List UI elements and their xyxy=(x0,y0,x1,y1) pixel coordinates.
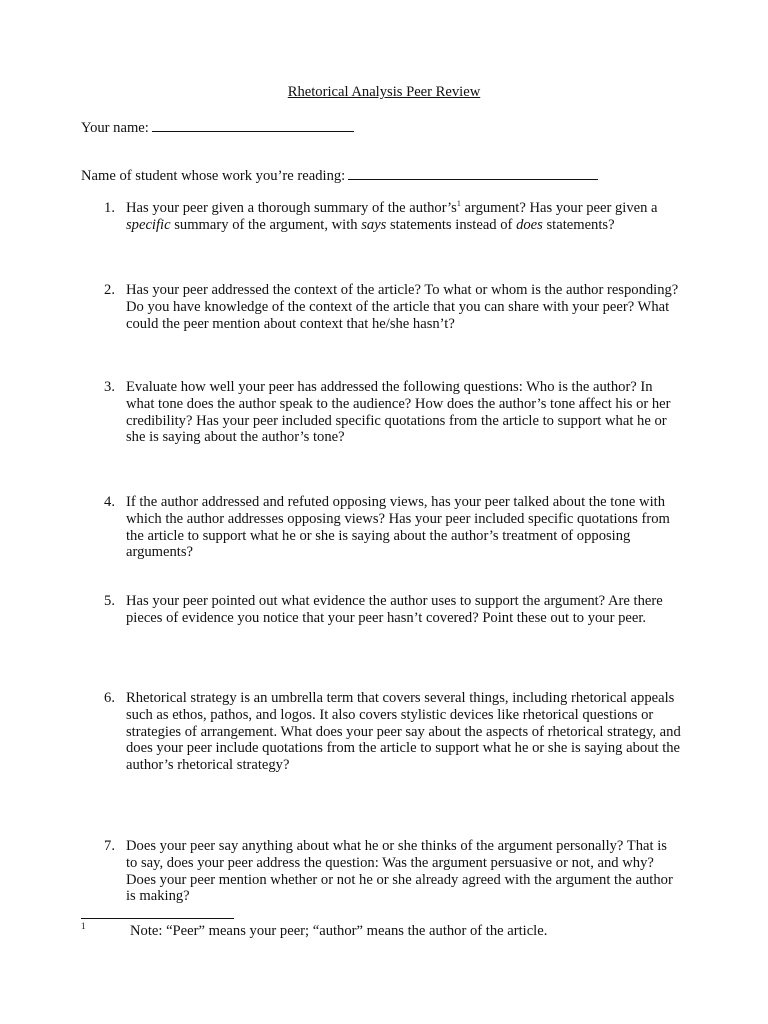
student-name-blank[interactable] xyxy=(348,165,598,180)
student-name-field xyxy=(81,165,598,185)
footnote-ref[interactable]: 1 xyxy=(456,199,461,209)
footnote-number: 1 xyxy=(81,921,86,931)
question-text: Has your peer given a thorough summary of the author’s$^1$ argument? Has your peer given a specific summary of the argument, with says statements instead of does statements? xyxy=(126,199,658,233)
your-name-field xyxy=(81,117,354,137)
question-number: 6. xyxy=(104,690,115,706)
question-text: Has your peer pointed out what evidence the author uses to support the argument? Are there pieces of evidence you notice that your peer hasn’t covered? Point these out to your peer. xyxy=(126,593,663,626)
question-text: Does your peer say anything about what he or she thinks of the argument personally? That is to say, does your peer address the question: Was the argument persuasive or not, and why? Does your peer mention whether or not he or she already agreed with the argument the author is making? xyxy=(126,838,673,905)
question-number: 3. xyxy=(104,379,115,395)
question-number: 2. xyxy=(104,282,115,298)
footnote-divider xyxy=(81,918,234,919)
your-name-blank[interactable] xyxy=(152,117,354,132)
question-text: Evaluate how well your peer has addressed the following questions: Who is the author? In what tone does the author speak to the audience? How does the author’s tone affect his or her credibility? Has your peer included specific quotations from the article to support what he or she is saying about the author’s tone? xyxy=(126,379,671,446)
question-number: 1. xyxy=(104,200,115,216)
footnote-text: Note: “Peer” means your peer; “author” means the author of the article. xyxy=(130,923,548,939)
your-name-label: Your name: xyxy=(81,120,149,136)
question-text: Has your peer addressed the context of the article? To what or whom is the author responding? Do you have knowledge of the context of the article that you can share with your peer? What could the peer mention about context that he/she hasn’t? xyxy=(126,282,679,332)
question-number: 4. xyxy=(104,494,115,510)
student-name-label: Name of student whose work you’re reading: xyxy=(81,168,346,184)
question-number: 5. xyxy=(104,593,115,609)
page-title: Rhetorical Analysis Peer Review xyxy=(287,84,481,100)
question-number: 7. xyxy=(104,838,115,854)
question-text: If the author addressed and refuted opposing views, has your peer talked about the tone with which the author addresses opposing views? Has your peer included specific quotations from the article to support what he or she is saying about the author’s treatment of opposing arguments? xyxy=(126,494,670,561)
question-text: Rhetorical strategy is an umbrella term that covers several things, including rhetorical appeals such as ethos, pathos, and logos. It also covers stylistic devices like rhetorical questions or strategies of arrangement. What does your peer say about the aspects of rhetorical strategy, and does your peer include quotations from the article to support what he or she is saying about the author’s rhetorical strategy? xyxy=(126,690,681,774)
